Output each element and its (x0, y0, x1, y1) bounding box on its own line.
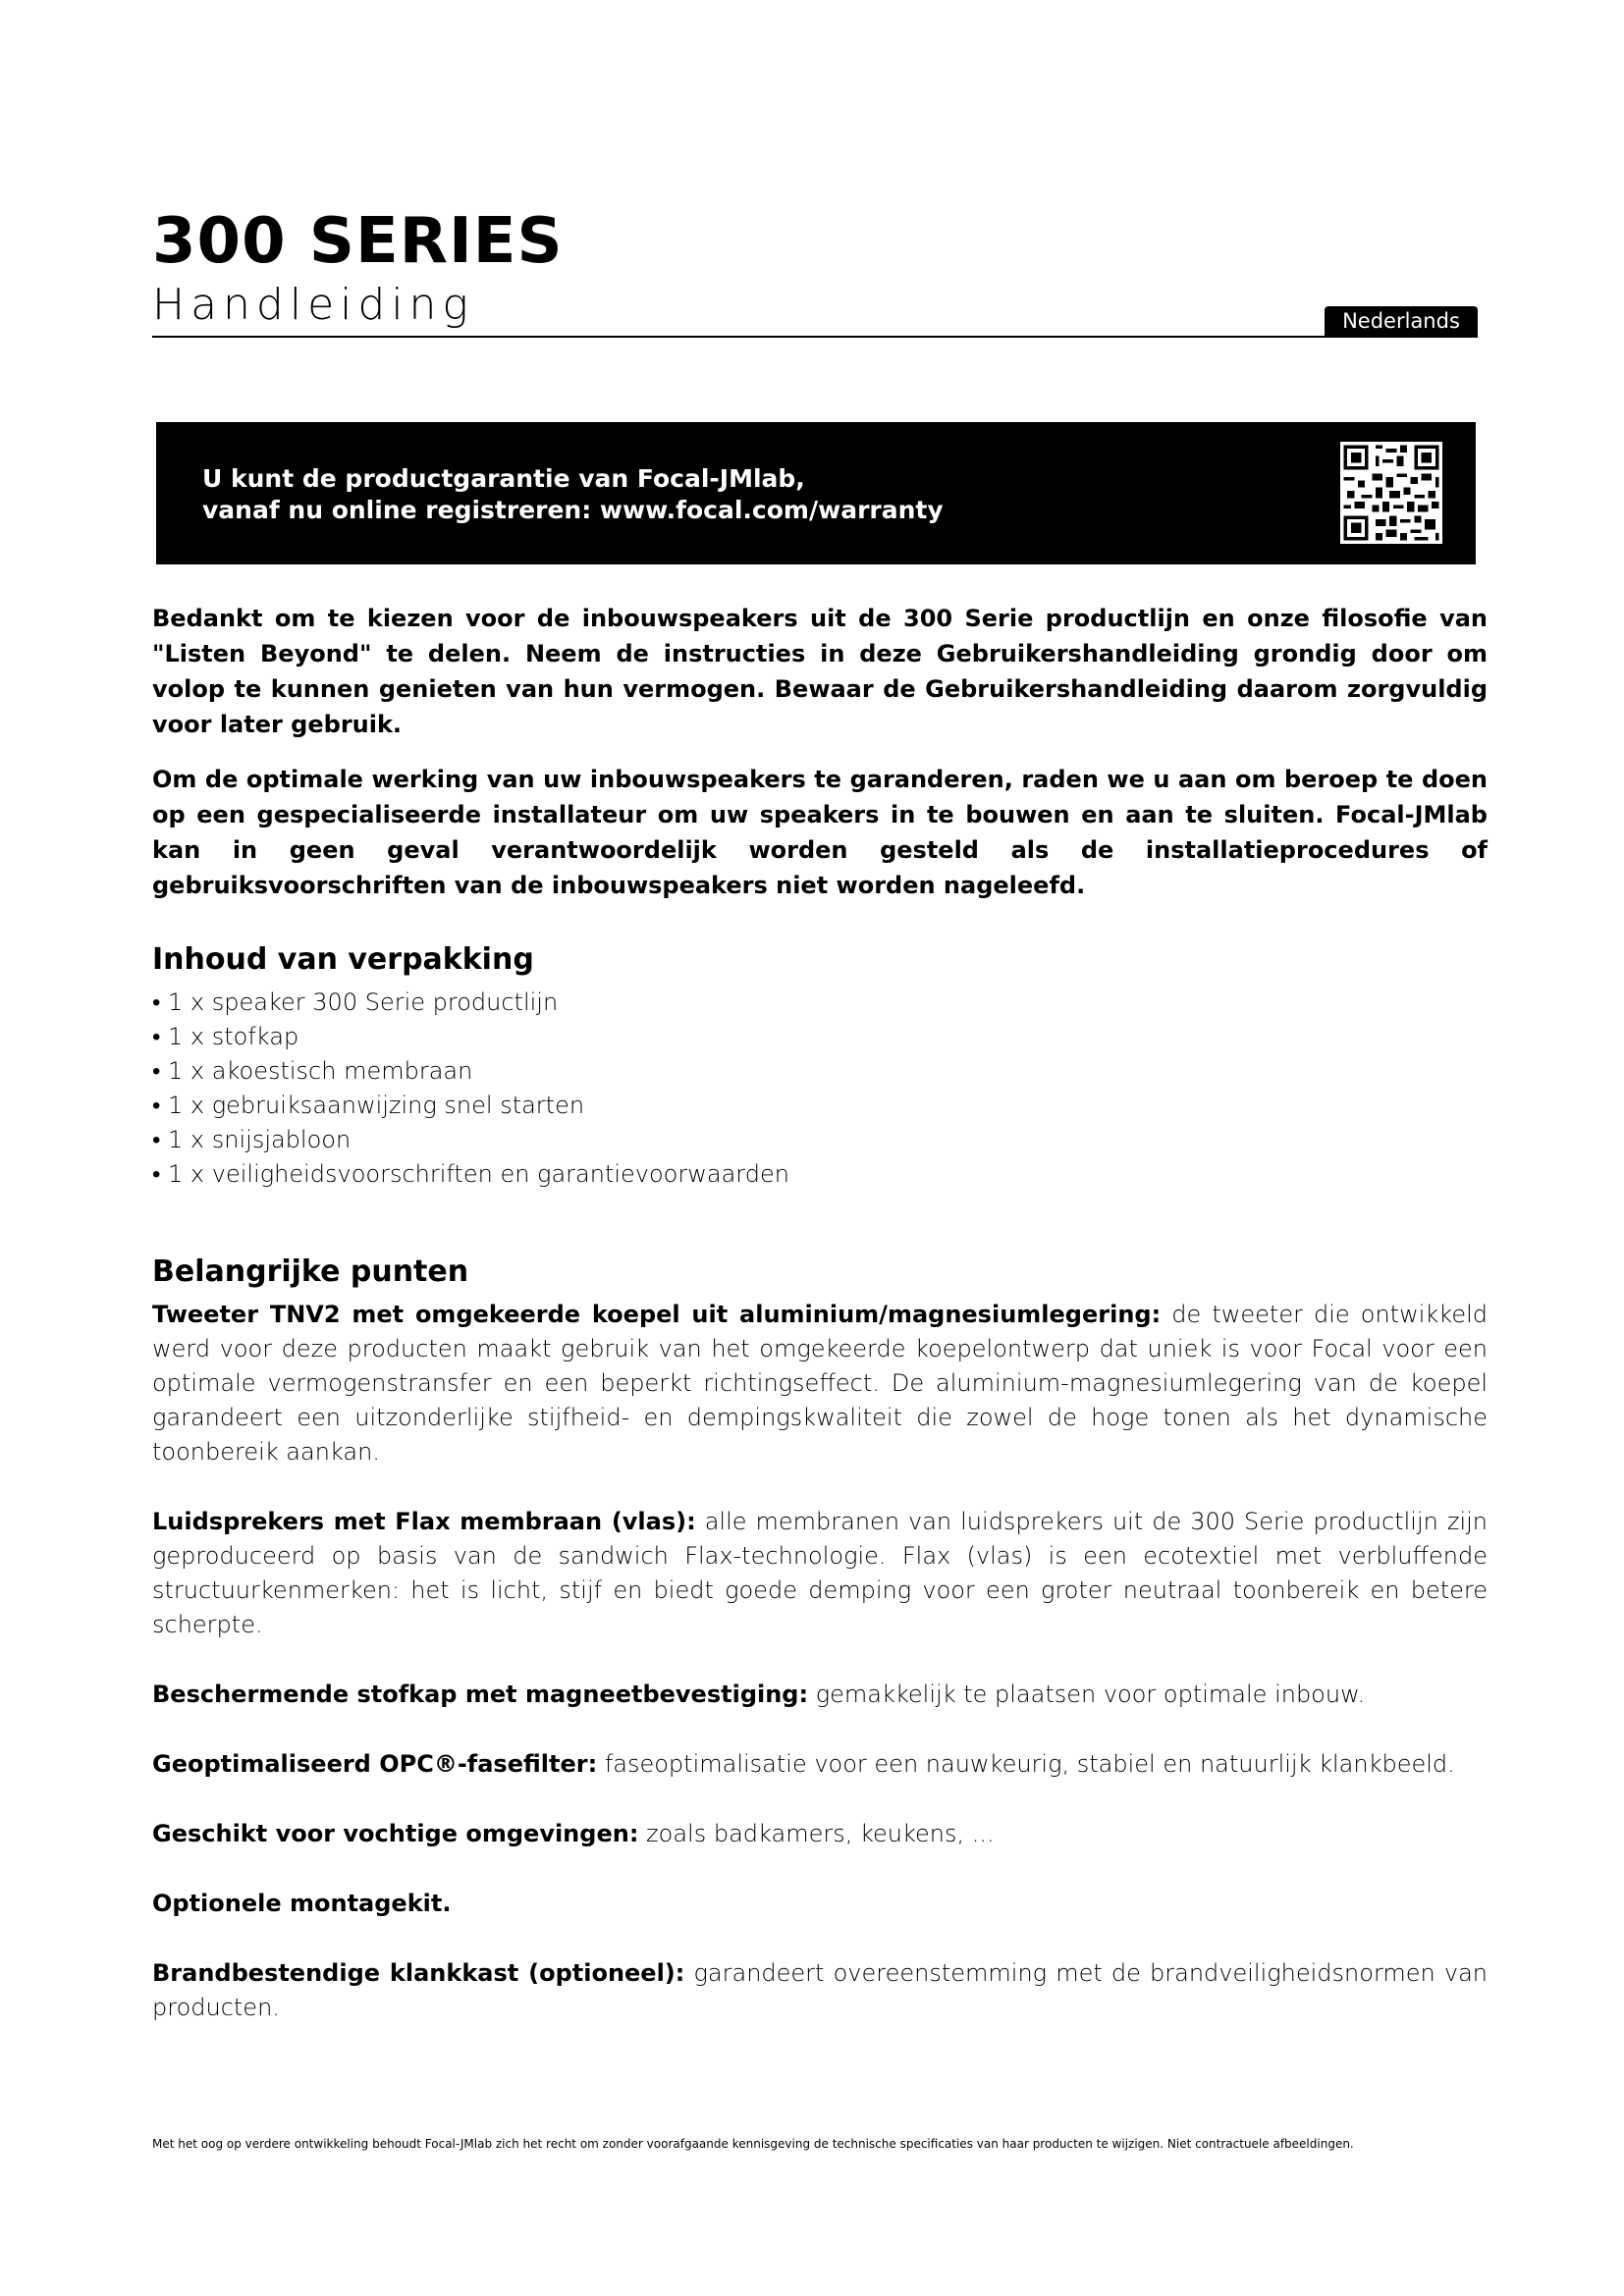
key-point (152, 1505, 1488, 1642)
intro-paragraph: Bedankt om te kiezen voor de inbouwspeakers uit de 300 Serie productlijn en onze filosofie van "Listen Beyond" te delen. Neem de instructies in deze Gebruikershandleiding grondig door om volop te kunnen genieten van hun vermogen. Bewaar de Gebruikershandleiding daarom zorgvuldig voor later gebruik. (152, 605, 1488, 738)
page-title: 300 SERIES (152, 205, 564, 278)
package-contents-section (152, 940, 1488, 1192)
list-item: • 1 x veiligheidsvoorschriften en garantievoorwaarden (152, 1157, 1488, 1192)
language-badge: Nederlands (1325, 306, 1478, 337)
key-point (152, 1817, 1488, 1851)
header-divider (152, 336, 1478, 338)
key-point-text: gemakkelijk te plaatsen voor optimale inbouw. (808, 1681, 1366, 1708)
key-point-lead: Optionele montagekit. (152, 1890, 452, 1917)
main-content (152, 601, 1488, 2060)
package-contents-list (152, 986, 1488, 1192)
key-point-text: faseoptimalisatie voor een nauwkeurig, stabiel en natuurlijk klankbeeld. (597, 1750, 1455, 1778)
key-point-lead: Beschermende stofkap met magneetbevestiging: (152, 1681, 809, 1708)
list-item: • 1 x stofkap (152, 1020, 1488, 1054)
list-item: • 1 x snijsjabloon (152, 1123, 1488, 1157)
list-item: • 1 x gebruiksaanwijzing snel starten (152, 1089, 1488, 1123)
intro-paragraph: Om de optimale werking van uw inbouwspeakers te garanderen, raden we u aan om beroep te doen op een gespecialiseerde installateur om uw speakers in te bouwen en aan te sluiten. Focal-JMlab kan in geen geval verantwoordelijk worden gesteld als de installatieprocedures of gebruiksvoorschriften van de inbouwspeakers niet worden nageleefd. (152, 766, 1488, 899)
footer-disclaimer: Met het oog op verdere ontwikkeling behoudt Focal-JMlab zich het recht om zonder voorafgaande kennisgeving de technische specificaties van haar producten te wijzigen. Niet contractuele afbeeldingen. (152, 2137, 1354, 2151)
intro-section (152, 601, 1488, 903)
section-heading: Inhoud van verpakking (152, 942, 534, 977)
key-point-lead: Brandbestendige klankkast (optioneel): (152, 1959, 685, 1987)
key-point (152, 1747, 1488, 1782)
key-point-lead: Tweeter TNV2 met omgekeerde koepel uit aluminium/magnesiumlegering: (152, 1301, 1162, 1328)
key-point-text: alle membranen van luidsprekers uit de 300 Serie productlijn zijn geproduceerd op basis van de sandwich Flax-technologie. Flax (vlas) is een ecotextiel met verbluffende structuurkenmerken: het is licht, stijf en biedt goede demping voor een groter neutraal toonbereik en betere scherpte. (152, 1508, 1488, 1638)
key-points-section (152, 1253, 1488, 2025)
key-point-lead: Geoptimaliseerd OPC®-fasefilter: (152, 1750, 598, 1778)
list-item: • 1 x akoestisch membraan (152, 1054, 1488, 1089)
warranty-banner (156, 422, 1476, 564)
key-point (152, 1678, 1488, 1712)
key-point-lead: Geschikt voor vochtige omgevingen: (152, 1820, 639, 1847)
key-point (152, 1956, 1488, 2025)
page-subtitle: Handleiding (152, 280, 474, 330)
key-point-text: garandeert overeenstemming met de brandveiligheidsnormen van producten. (152, 1959, 1489, 2021)
key-point-text: zoals badkamers, keukens, ... (638, 1820, 995, 1847)
qr-code-icon (1340, 442, 1442, 544)
key-point (152, 1298, 1488, 1469)
key-point (152, 1887, 1488, 1921)
list-item: • 1 x speaker 300 Serie productlijn (152, 986, 1488, 1020)
key-point-text: de tweeter die ontwikkeld werd voor deze producten maakt gebruik van het omgekeerde koepelontwerp dat uniek is voor Focal voor een optimale vermogenstransfer en een beperkt richtingseffect. De aluminium-magnesiumlegering van de koepel garandeert een uitzonderlijke stijfheid- en dempingskwaliteit die zowel de hoge tonen als het dynamische toonbereik aankan. (152, 1301, 1488, 1466)
warranty-text: U kunt de productgarantie van Focal-JMlab, vanaf nu online registreren: www.focal.com/warranty (202, 464, 944, 524)
section-heading: Belangrijke punten (152, 1255, 469, 1289)
key-point-lead: Luidsprekers met Flax membraan (vlas): (152, 1508, 696, 1535)
